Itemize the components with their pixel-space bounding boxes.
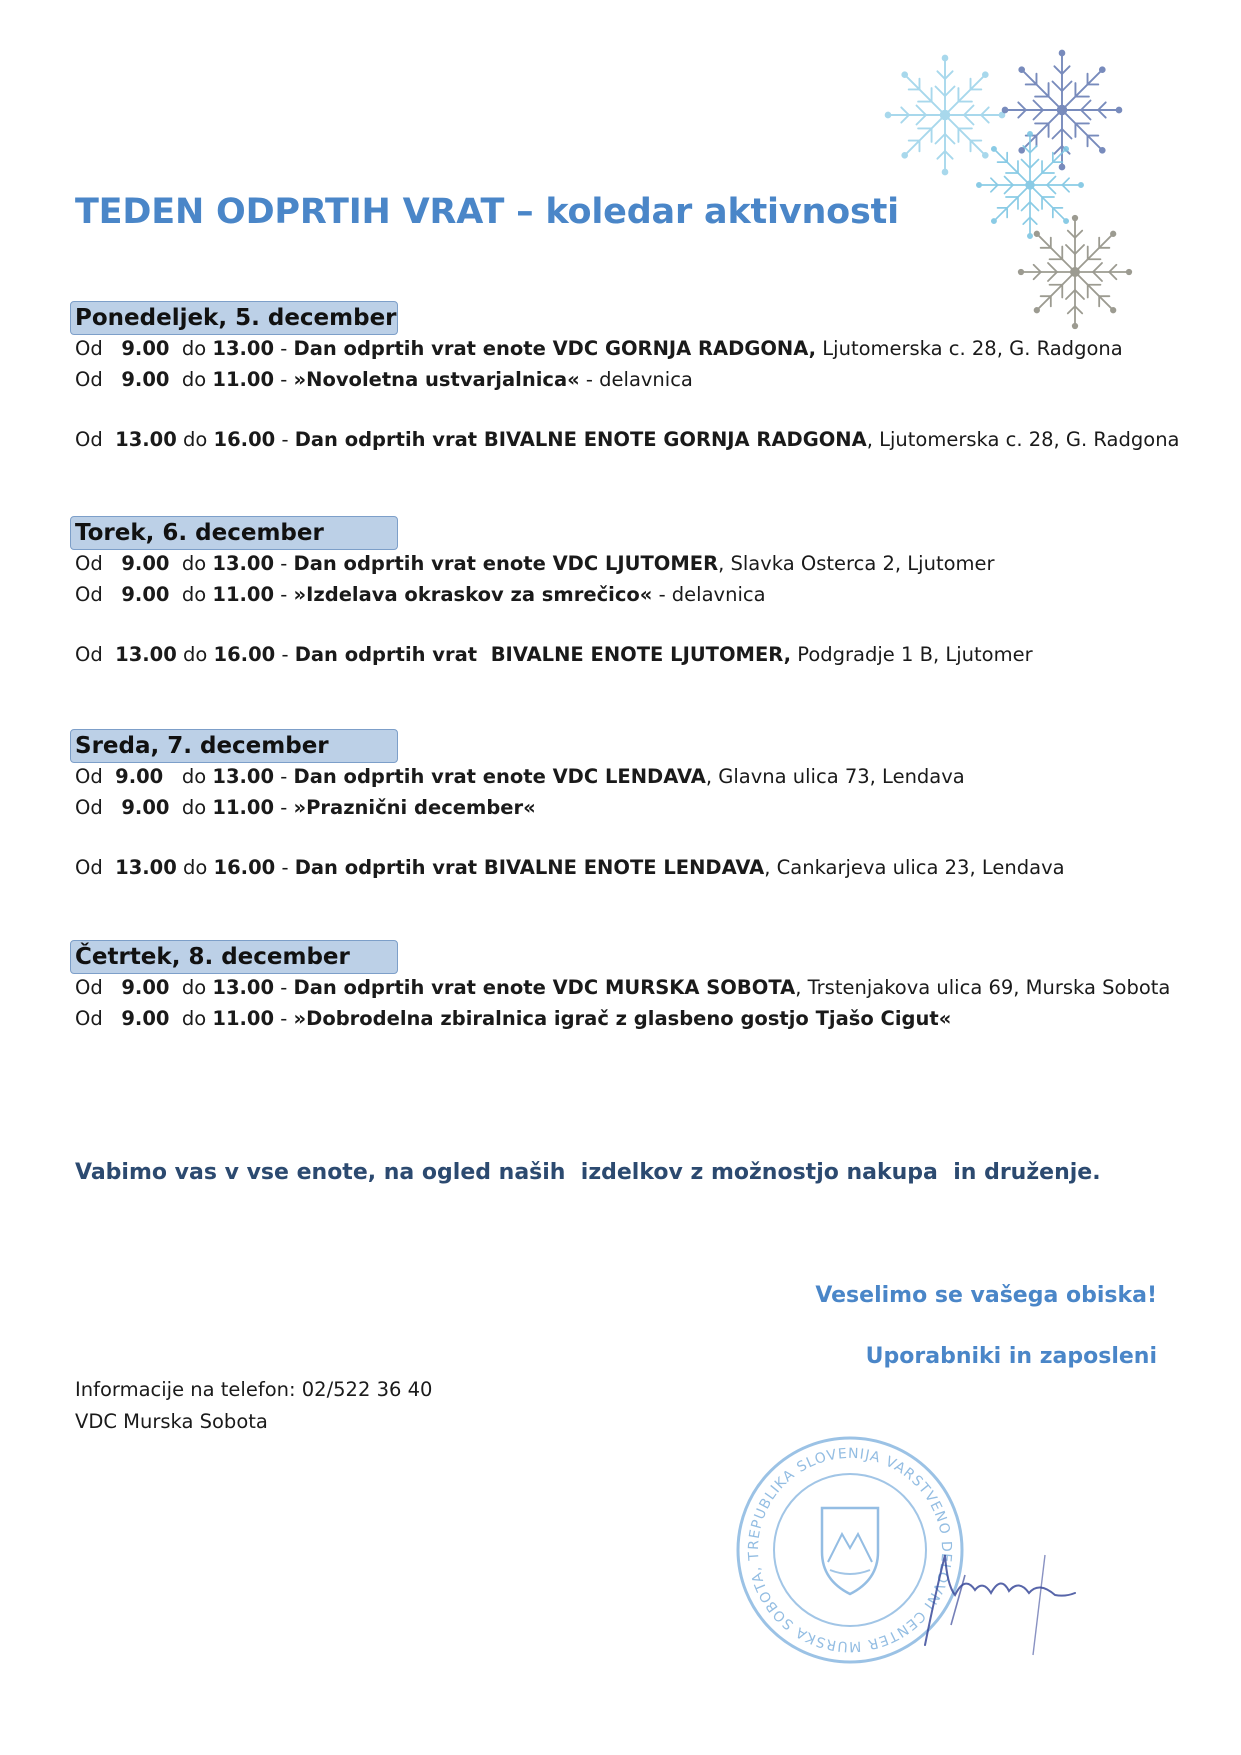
day-heading: Torek, 6. december [70,516,398,550]
info-organization: VDC Murska Sobota [75,1410,268,1433]
greeting-text: Veselimo se vašega obiska! [815,1283,1157,1308]
event-row: Od 9.00 do 13.00 - Dan odprtih vrat enote VDC GORNJA RADGONA, Ljutomerska c. 28, G. Radgona [75,337,1123,360]
day-heading: Ponedeljek, 5. december [70,301,398,335]
event-row: Od 13.00 do 16.00 - Dan odprtih vrat BIVALNE ENOTE GORNJA RADGONA, Ljutomerska c. 28, G. Radgona [75,428,1180,451]
snowflake-icon [976,131,1083,238]
event-row: Od 13.00 do 16.00 - Dan odprtih vrat BIVALNE ENOTE LENDAVA, Cankarjeva ulica 23, Lendava [75,856,1065,879]
info-phone: Informacije na telefon: 02/522 36 40 [75,1378,433,1401]
signoff-text: Uporabniki in zaposleni [865,1344,1157,1369]
snowflake-icon [1002,50,1122,170]
event-row: Od 9.00 do 11.00 - »Dobrodelna zbiralnica igrač z glasbeno gostjo Tjašo Cigut« [75,1007,952,1030]
invitation-text: Vabimo vas v vse enote, na ogled naših izdelkov z možnostjo nakupa in druženje. [75,1160,1101,1185]
event-row: Od 9.00 do 11.00 - »Novoletna ustvarjalnica« - delavnica [75,368,693,391]
event-row: Od 9.00 do 11.00 - »Izdelava okraskov za smrečico« - delavnica [75,583,766,606]
page-title: TEDEN ODPRTIH VRAT – koledar aktivnosti [75,192,899,232]
day-heading: Sreda, 7. december [70,729,398,763]
event-row: Od 9.00 do 13.00 - Dan odprtih vrat enote VDC LENDAVA, Glavna ulica 73, Lendava [75,765,965,788]
event-row: Od 13.00 do 16.00 - Dan odprtih vrat BIVALNE ENOTE LJUTOMER, Podgradje 1 B, Ljutomer [75,643,1033,666]
svg-text:REPUBLIKA SLOVENIJA VARSTVENO: REPUBLIKA SLOVENIJA VARSTVENO DELOVNI CENTER MURSKA SOBOTA, Trstenjakova ulica 69 [725,1418,955,1655]
event-row: Od 9.00 do 13.00 - Dan odprtih vrat enote VDC LJUTOMER, Slavka Osterca 2, Ljutomer [75,552,995,575]
snowflake-icon [1018,215,1131,328]
day-heading: Četrtek, 8. december [70,940,398,974]
event-row: Od 9.00 do 13.00 - Dan odprtih vrat enote VDC MURSKA SOBOTA, Trstenjakova ulica 69, Murska Sobota [75,976,1171,999]
signature [905,1535,1105,1665]
event-row: Od 9.00 do 11.00 - »Praznični december« [75,796,536,819]
snowflake-icon [885,55,1005,175]
